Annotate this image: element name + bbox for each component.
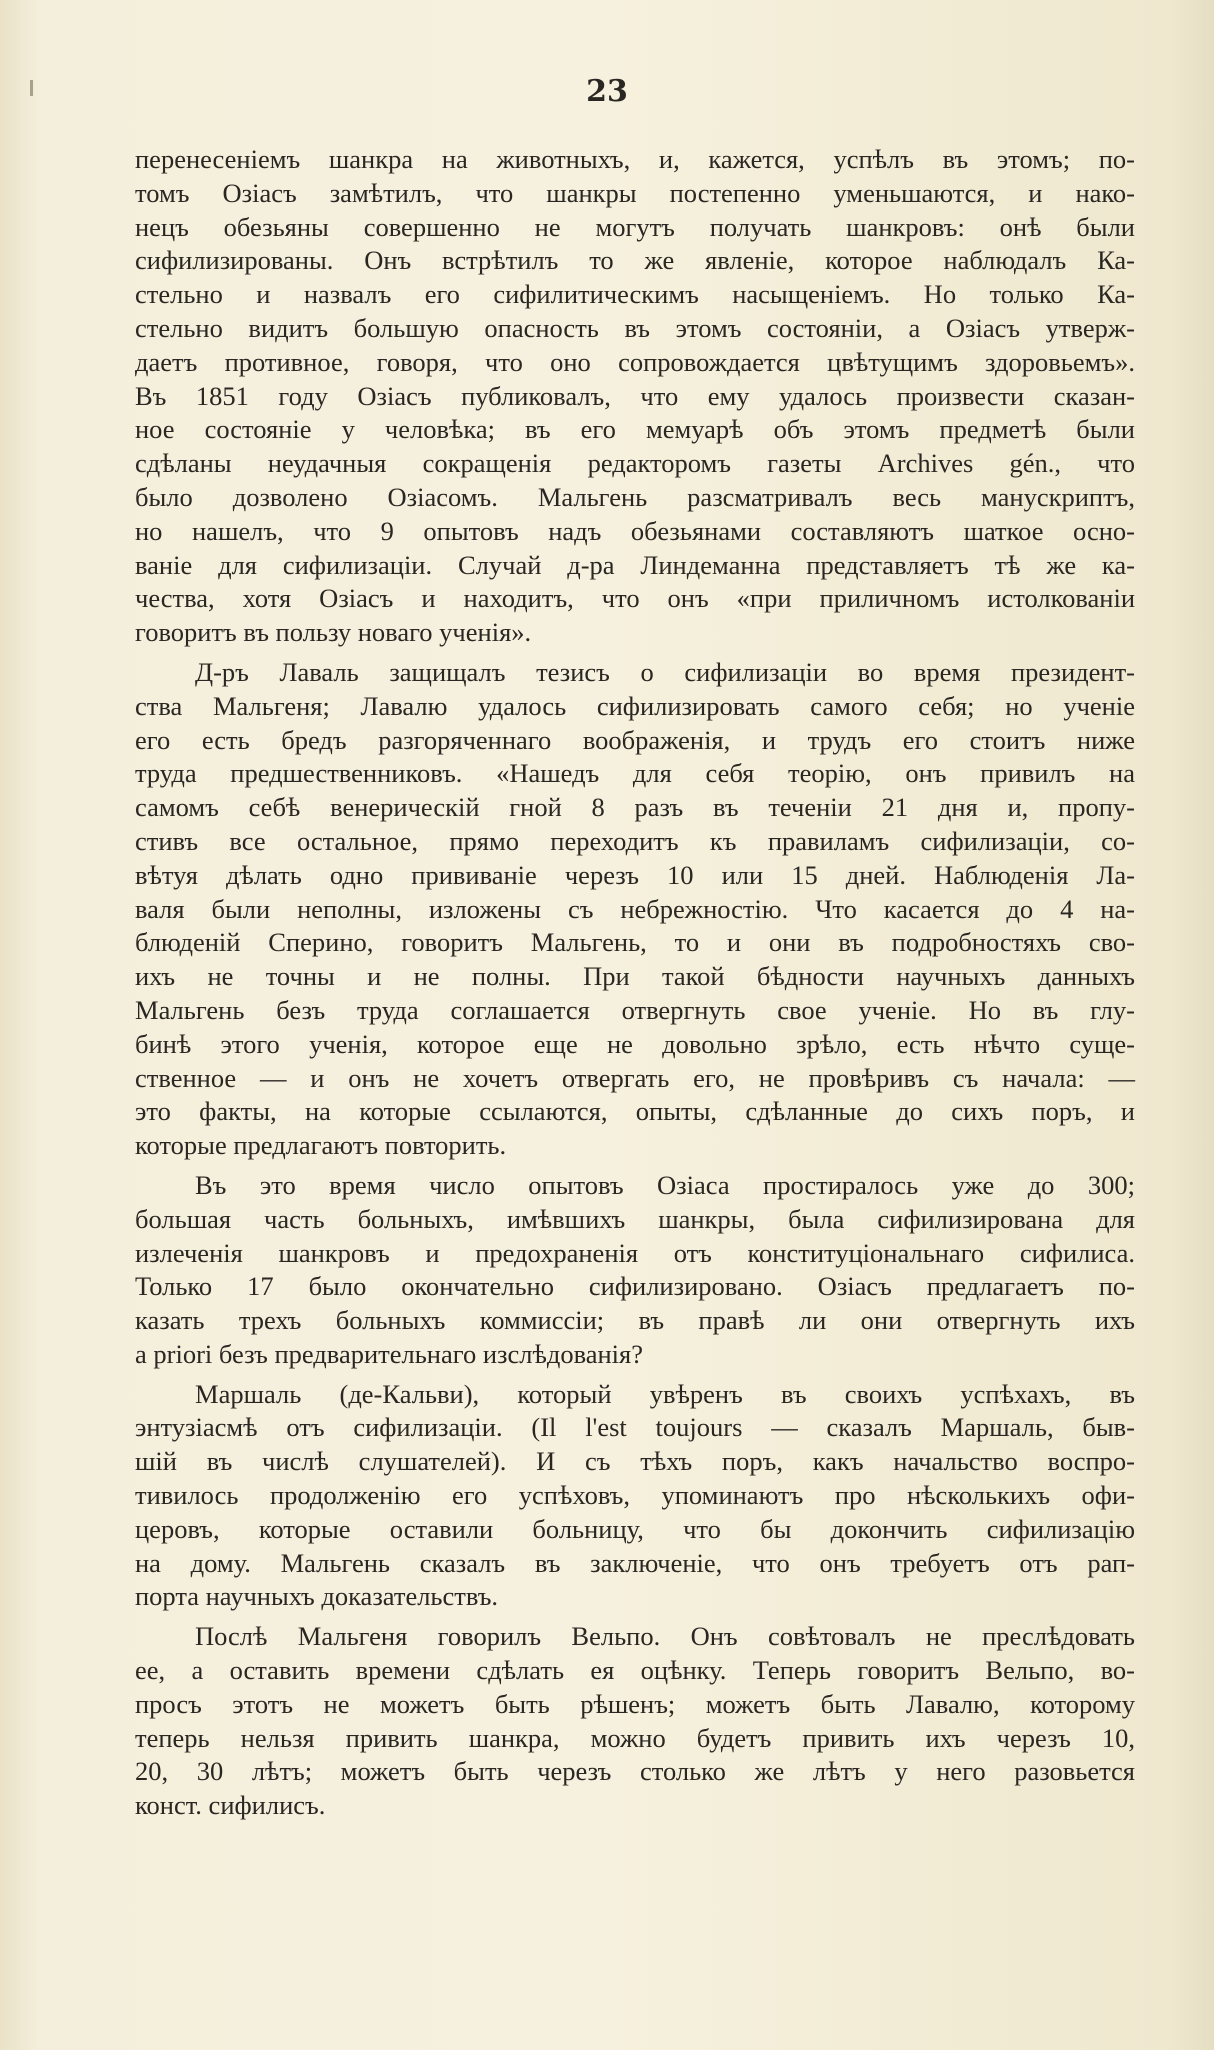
text-line: ее, а оставить времени сдѣлать ея оцѣнку. Теперь говоритъ Вельпо, во- (135, 1655, 1135, 1686)
text-line: сифилизированы. Онъ встрѣтилъ то же явленіе, которое наблюдалъ Ка- (135, 245, 1135, 276)
text-line: говоритъ въ пользу новаго ученія». (135, 617, 532, 648)
text-line: чества, хотя Озіасъ и находитъ, что онъ «при приличномъ истолкованіи (135, 583, 1135, 614)
text-line: самомъ себѣ венерическій гной 8 разъ въ теченіи 21 дня и, пропу- (135, 792, 1135, 823)
text-line: перенесеніемъ шанкра на животныхъ, и, кажется, успѣлъ въ этомъ; по- (135, 144, 1135, 174)
text-line: но нашелъ, что 9 опытовъ надъ обезьянами составляютъ шаткое осно- (135, 515, 1135, 546)
text-line: казать трехъ больныхъ коммиссіи; въ правѣ ли они отвергнуть ихъ (135, 1305, 1135, 1336)
text-line: ное состояніе у человѣка; въ его мемуарѣ объ этомъ предметѣ были (135, 414, 1135, 445)
text-line: ваніе для сифилизаціи. Случай д-ра Линдеманна представляетъ тѣ же ка- (135, 549, 1135, 580)
text-line: стельно видитъ большую опасность въ этомъ состояніи, а Озіасъ утверж- (135, 312, 1135, 343)
text-line: a priori безъ предварительнаго изслѣдованія? (135, 1338, 643, 1369)
text-line: бинѣ этого ученія, которое еще не довольно зрѣло, есть нѣчто суще- (135, 1028, 1135, 1059)
text-line: Маршаль (де-Кальви), который увѣренъ въ своихъ успѣхахъ, въ (195, 1378, 1135, 1409)
text-line: Послѣ Мальгеня говорилъ Вельпо. Онъ совѣтовалъ не преслѣдовать (195, 1621, 1135, 1652)
text-line: блюденій Сперино, говоритъ Мальгень, то и они въ подробностяхъ сво- (135, 927, 1135, 958)
text-line: энтузіасмѣ отъ сифилизаціи. (Il l'est toujours — сказалъ Маршаль, быв- (135, 1412, 1135, 1443)
text-line: Мальгень безъ труда соглашается отвергнуть свое ученіе. Но въ глу- (135, 994, 1135, 1025)
text-line: 20, 30 лѣтъ; можетъ быть черезъ столько же лѣтъ у него разовьется (135, 1756, 1135, 1787)
text-line: труда предшественниковъ. «Нашедъ для себя теорію, онъ привилъ на (135, 758, 1135, 789)
text-line: даетъ противное, говоря, что оно сопровождается цвѣтущимъ здоровьемъ». (135, 346, 1135, 377)
text-line: было дозволено Озіасомъ. Мальгень разсматривалъ весь манускриптъ, (135, 481, 1135, 512)
text-line: томъ Озіасъ замѣтилъ, что шанкры постепенно уменьшаются, и нако- (135, 177, 1135, 208)
text-line: ства Мальгеня; Лавалю удалось сифилизировать самого себя; но ученіе (135, 690, 1135, 721)
text-line: нецъ обезьяны совершенно не могутъ получать шанкровъ: онѣ были (135, 211, 1135, 242)
text-line: большая часть больныхъ, имѣвшихъ шанкры, была сифилизирована для (135, 1203, 1135, 1234)
text-line: стивъ все остальное, прямо переходитъ къ правиламъ сифилизаціи, со- (135, 825, 1135, 856)
text-line: Только 17 было окончательно сифилизировано. Озіасъ предлагаетъ по- (135, 1271, 1135, 1302)
text-line: стельно и назвалъ его сифилитическимъ насыщеніемъ. Но только Ка- (135, 279, 1135, 310)
text-line: излеченія шанкровъ и предохраненія отъ конституціональнаго сифилиса. (135, 1237, 1135, 1268)
paragraph (135, 656, 1135, 1163)
paragraph (135, 1620, 1135, 1823)
text-line: ственное — и онъ не хочетъ отвергать его, не провѣривъ съ начала: — (135, 1062, 1135, 1093)
text-line: на дому. Мальгень сказалъ въ заключеніе, что онъ требуетъ отъ рап- (135, 1547, 1135, 1578)
text-line: шій въ числѣ слушателей). И съ тѣхъ поръ, какъ начальство воспро- (135, 1446, 1135, 1477)
text-line: сдѣланы неудачныя сокращенія редакторомъ газеты Archives gén., что (135, 448, 1135, 479)
text-line: Въ это время число опытовъ Озіаса простиралось уже до 300; (195, 1169, 1135, 1200)
text-line: это факты, на которые ссылаются, опыты, сдѣланные до сихъ поръ, и (135, 1096, 1135, 1127)
text-line: Д-ръ Лаваль защищалъ тезисъ о сифилизаціи во время президент- (195, 656, 1135, 687)
text-line: вѣтуя дѣлать одно прививаніе черезъ 10 или 15 дней. Наблюденія Ла- (135, 859, 1135, 890)
text-line: конст. сифилисъ. (135, 1790, 326, 1821)
paragraph (135, 1378, 1135, 1615)
text-line: ихъ не точны и не полны. При такой бѣдности научныхъ данныхъ (135, 961, 1135, 992)
text-line: валя были неполны, изложены съ небрежностію. Что касается до 4 на- (135, 893, 1135, 924)
paragraph (135, 1169, 1135, 1372)
text-line: которые предлагаютъ повторить. (135, 1130, 507, 1161)
text-line: порта научныхъ доказательствъ. (135, 1581, 499, 1612)
text-line: церовъ, которые оставили больницу, что бы докончить сифилизацію (135, 1513, 1135, 1544)
page-number: 23 (586, 74, 628, 109)
text-line: Въ 1851 году Озіасъ публиковалъ, что ему удалось произвести сказан- (135, 380, 1135, 411)
paragraph (135, 143, 1135, 650)
body-text (135, 143, 1135, 1823)
text-line: тивилось продолженію его успѣховъ, упоминаютъ про нѣсколькихъ офи- (135, 1480, 1135, 1511)
text-line: просъ этотъ не можетъ быть рѣшенъ; можетъ быть Лавалю, которому (135, 1688, 1135, 1719)
text-line: теперь нельзя привить шанкра, можно будетъ привить ихъ черезъ 10, (135, 1722, 1135, 1753)
text-line: его есть бредъ разгоряченнаго воображенія, и трудъ его стоитъ ниже (135, 724, 1135, 755)
